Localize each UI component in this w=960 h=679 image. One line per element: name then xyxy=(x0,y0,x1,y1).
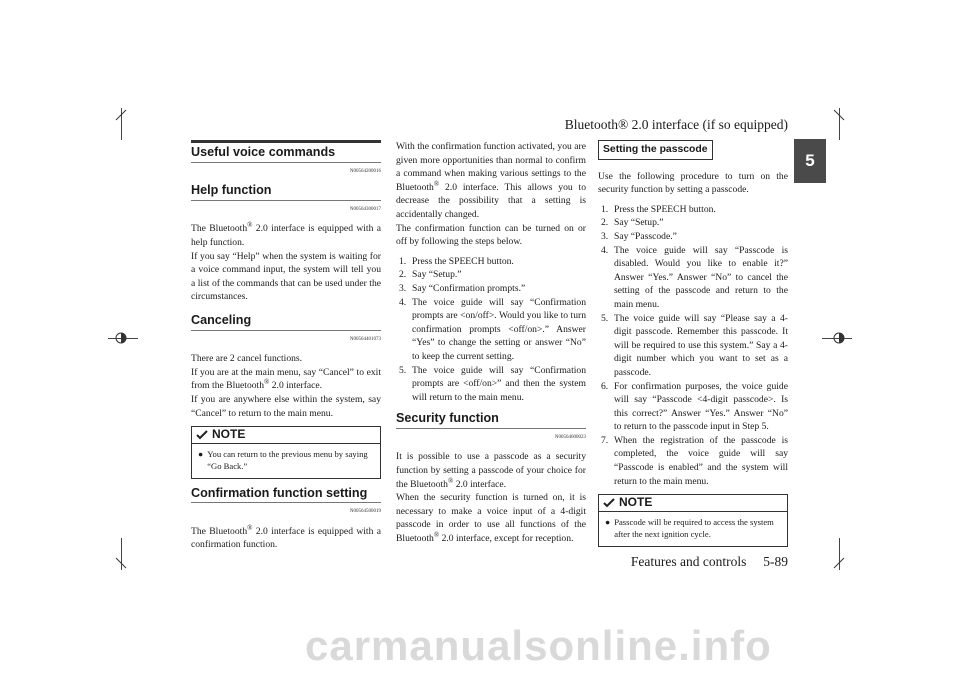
step-number: 2. xyxy=(399,269,407,281)
step-text: The voice guide will say “Confirmation prompts are <off/on>” and then the system will return to the main menu. xyxy=(412,364,586,403)
registered-mark: ® xyxy=(447,476,454,485)
step-text: The voice guide will say “Please say a 4-digit passcode. Remember this passcode. It will be required to use this system.” Say a 4-digit number which you want to set as a passcode. xyxy=(614,312,788,378)
step-text: Say “Setup.” xyxy=(614,217,664,229)
step-text: Say “Confirmation prompts.” xyxy=(412,282,526,294)
step-number: 1. xyxy=(399,255,407,267)
column-1 xyxy=(191,140,381,552)
page-footer: Features and controls 5-89 xyxy=(630,554,788,569)
step-number: 5. xyxy=(399,364,407,376)
check-icon xyxy=(196,430,208,440)
section-code: N00564300017 xyxy=(349,206,381,212)
watermark: carmanualsonline.info xyxy=(305,622,772,669)
section-title-help-function: Help function xyxy=(191,183,272,198)
chapter-tab: 5 xyxy=(794,139,826,183)
section-code: N00564200016 xyxy=(349,168,381,174)
column-2 xyxy=(396,140,586,546)
step-text: Press the SPEECH button. xyxy=(412,255,514,267)
steps-list-confirmation xyxy=(396,255,586,405)
text: 2.0 interface. xyxy=(269,380,323,392)
divider xyxy=(191,502,381,503)
section-code: N00564600023 xyxy=(554,434,586,440)
step-text: The voice guide will say “Passcode is disabled. Would you like to enable it?” Answer “Yes.” Answer “No” to cancel the setting of the passcode and return to the main menu. xyxy=(614,244,788,310)
text: 2.0 interface. This allows you to decrease the possibility that a setting is accidentally changed. xyxy=(396,181,586,220)
paragraph xyxy=(191,222,381,249)
step-text: The voice guide will say “Confirmation prompts are <on/off>. Would you like to turn confirmation prompts <off/on>.” Answer “Yes” to change the setting or answer “No” to keep the current setting. xyxy=(412,296,586,362)
step-text: Press the SPEECH button. xyxy=(614,203,716,215)
list-item xyxy=(396,364,586,405)
paragraph xyxy=(396,450,586,491)
step-number: 4. xyxy=(399,296,407,308)
paragraph: Use the following procedure to turn on the security function by setting a passcode. xyxy=(598,170,788,196)
note-text: Passcode will be required to access the system after the next ignition cycle. xyxy=(614,516,774,539)
corner-mark-icon xyxy=(832,108,846,122)
list-item xyxy=(598,244,788,312)
section-title-useful-voice-commands: Useful voice commands xyxy=(191,140,381,160)
note-body xyxy=(599,512,787,546)
check-icon xyxy=(603,498,615,508)
text: 2.0 interface is equipped with a confirmation function. xyxy=(191,525,382,551)
section-code: N00564500019 xyxy=(349,509,381,515)
corner-mark-icon xyxy=(832,556,846,570)
registration-mark-icon xyxy=(832,331,846,345)
divider xyxy=(191,162,381,163)
text: With the confirmation function activated, you are given more opportunities than normal to confirm a command when making various settings to the Bluetooth xyxy=(396,141,586,193)
note-text: You can return to the previous menu by saying “Go Back.” xyxy=(207,448,368,471)
divider xyxy=(191,330,381,331)
list-item xyxy=(396,282,586,296)
page-header-title: Bluetooth® 2.0 interface (if so equipped) xyxy=(564,117,788,132)
step-text: Say “Passcode.” xyxy=(614,230,677,242)
section-title-security-function: Security function xyxy=(396,411,499,426)
corner-mark-icon xyxy=(114,108,128,122)
paragraph xyxy=(396,140,586,222)
list-item xyxy=(598,230,788,244)
list-item xyxy=(598,203,788,217)
note-box xyxy=(598,494,788,547)
list-item xyxy=(396,255,586,269)
section-title-canceling: Canceling xyxy=(191,312,252,327)
list-item xyxy=(598,434,788,488)
column-3 xyxy=(598,140,788,555)
registered-mark: ® xyxy=(264,378,270,387)
text: 2.0 interface. xyxy=(453,478,507,490)
step-number: 3. xyxy=(601,230,609,242)
text: If you are at the main menu, say “Cancel” to exit from the Bluetooth xyxy=(191,366,381,392)
note-body xyxy=(192,444,380,478)
text: The Bluetooth xyxy=(191,223,248,235)
section-title-confirmation-function-setting: Confirmation function setting xyxy=(191,485,368,500)
step-number: 1. xyxy=(601,203,609,215)
step-number: 7. xyxy=(601,434,609,446)
paragraph: There are 2 cancel functions. xyxy=(191,353,303,365)
paragraph xyxy=(191,525,381,552)
list-item xyxy=(396,268,586,282)
text: The Bluetooth xyxy=(191,525,248,537)
paragraph xyxy=(396,491,586,545)
step-number: 3. xyxy=(399,282,407,294)
divider xyxy=(191,200,381,201)
bullet-icon: ● xyxy=(198,448,204,459)
text: It is possible to use a passcode as a security function by setting a passcode of your choice for the Bluetooth xyxy=(396,451,586,490)
registered-mark: ® xyxy=(433,179,440,188)
step-number: 6. xyxy=(601,380,609,392)
paragraph: If you say “Help” when the system is waiting for a voice command input, the system will tell you a list of the commands that can be used under the circumstances. xyxy=(191,250,381,303)
bullet-icon: ● xyxy=(605,516,611,527)
note-label: NOTE xyxy=(212,427,246,442)
list-item xyxy=(598,380,788,434)
text: 2.0 interface is equipped with a help function. xyxy=(191,223,382,248)
list-item xyxy=(396,296,586,364)
note-label: NOTE xyxy=(619,495,653,510)
step-text: Say “Setup.” xyxy=(412,269,462,281)
divider xyxy=(396,428,586,429)
section-code: N00564401073 xyxy=(349,336,381,342)
registered-mark: ® xyxy=(247,221,253,230)
subsection-title-setting-the-passcode: Setting the passcode xyxy=(598,140,713,160)
registered-mark: ® xyxy=(433,530,440,539)
step-text: For confirmation purposes, the voice guide will say “Passcode <4-digit passcode>. Is this correct?” Answer “Yes.” Answer “No” to return to the passcode input in Step 5. xyxy=(614,380,788,433)
note-header xyxy=(192,427,380,444)
step-text: When the registration of the passcode is completed, the voice guide will say “Passcode is enabled” and the system will return to the main menu. xyxy=(614,434,788,487)
step-number: 5. xyxy=(601,312,609,324)
paragraph: The confirmation function can be turned on or off by following the steps below. xyxy=(396,222,586,248)
list-item xyxy=(598,216,788,230)
paragraph: If you are anywhere else within the system, say “Cancel” to return to the main menu. xyxy=(191,393,381,419)
list-item xyxy=(598,312,788,380)
registered-mark: ® xyxy=(247,523,253,532)
registration-mark-icon xyxy=(114,331,128,345)
note-header xyxy=(599,495,787,512)
text: 2.0 interface, except for reception. xyxy=(439,533,574,545)
step-number: 4. xyxy=(601,244,609,256)
note-box xyxy=(191,426,381,479)
step-number: 2. xyxy=(601,217,609,229)
steps-list-passcode xyxy=(598,203,788,488)
corner-mark-icon xyxy=(114,556,128,570)
text: When the security function is turned on, it is necessary to make a voice input of a 4-digit passcode in order to use all functions of the Bluetooth xyxy=(396,492,586,545)
paragraph xyxy=(191,366,381,393)
